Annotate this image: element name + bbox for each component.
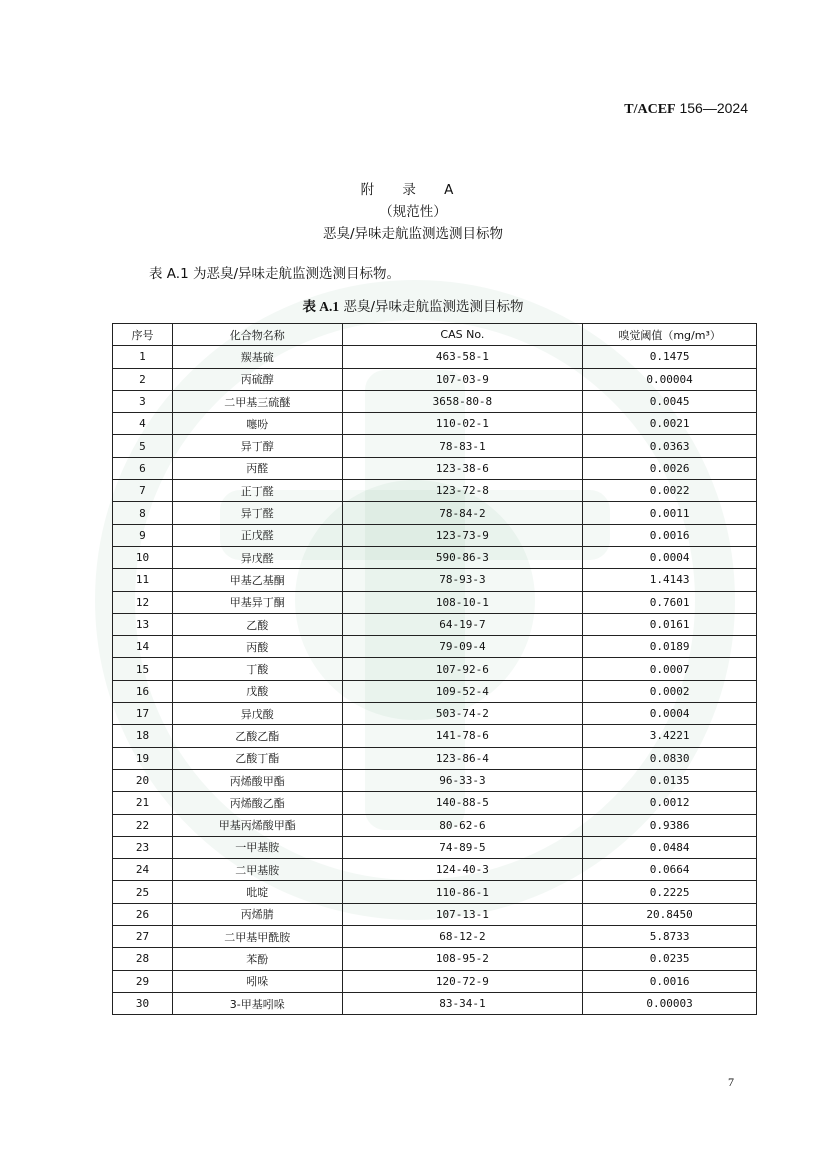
- cell-cas-no: 78-93-3: [342, 569, 583, 591]
- header-cas-no: CAS No.: [342, 324, 583, 346]
- cell-index: 17: [113, 703, 173, 725]
- cell-cas-no: 78-83-1: [342, 435, 583, 457]
- cell-cas-no: 107-03-9: [342, 368, 583, 390]
- cell-cas-no: 120-72-9: [342, 970, 583, 992]
- cell-cas-no: 107-92-6: [342, 658, 583, 680]
- cell-compound-name: 甲基乙基酮: [172, 569, 342, 591]
- annex-title: 附 录 A: [360, 182, 466, 198]
- cell-compound-name: 异戊醛: [172, 546, 342, 568]
- cell-cas-no: 78-84-2: [342, 502, 583, 524]
- cell-odor-threshold: 0.00003: [583, 992, 757, 1014]
- table-caption-text: 恶臭/异味走航监测选测目标物: [343, 299, 524, 315]
- table-row: [113, 948, 757, 970]
- header-odor-threshold: 嗅觉阈值（mg/m³）: [583, 324, 757, 346]
- cell-index: 27: [113, 926, 173, 948]
- cell-odor-threshold: 0.0016: [583, 970, 757, 992]
- cell-cas-no: 463-58-1: [342, 346, 583, 368]
- cell-index: 29: [113, 970, 173, 992]
- cell-cas-no: 123-38-6: [342, 457, 583, 479]
- table-row: [113, 413, 757, 435]
- document-code-number: 156—2024: [679, 100, 748, 116]
- cell-cas-no: 79-09-4: [342, 636, 583, 658]
- cell-compound-name: 丙酸: [172, 636, 342, 658]
- cell-compound-name: 正丁醛: [172, 480, 342, 502]
- page-number: 7: [728, 1075, 734, 1089]
- table-row: [113, 569, 757, 591]
- table-caption-number: 表 A.1: [302, 299, 340, 314]
- cell-index: 2: [113, 368, 173, 390]
- cell-cas-no: 110-86-1: [342, 881, 583, 903]
- cell-odor-threshold: 0.9386: [583, 814, 757, 836]
- cell-index: 8: [113, 502, 173, 524]
- cell-cas-no: 80-62-6: [342, 814, 583, 836]
- table-row: [113, 457, 757, 479]
- cell-index: 30: [113, 992, 173, 1014]
- header-index: 序号: [113, 324, 173, 346]
- cell-compound-name: 3-甲基吲哚: [172, 992, 342, 1014]
- cell-cas-no: 140-88-5: [342, 792, 583, 814]
- cell-compound-name: 丙烯腈: [172, 903, 342, 925]
- table-row: [113, 546, 757, 568]
- cell-cas-no: 123-86-4: [342, 747, 583, 769]
- cell-odor-threshold: 0.0002: [583, 680, 757, 702]
- cell-index: 13: [113, 613, 173, 635]
- document-code: [624, 100, 748, 118]
- cell-index: 7: [113, 480, 173, 502]
- table-row: [113, 636, 757, 658]
- cell-compound-name: 二甲基甲酰胺: [172, 926, 342, 948]
- table-row: [113, 368, 757, 390]
- table-caption: [0, 295, 826, 315]
- cell-cas-no: 124-40-3: [342, 859, 583, 881]
- table-row: [113, 881, 757, 903]
- cell-cas-no: 109-52-4: [342, 680, 583, 702]
- cell-index: 26: [113, 903, 173, 925]
- cell-odor-threshold: 0.7601: [583, 591, 757, 613]
- cell-compound-name: 异丁醇: [172, 435, 342, 457]
- cell-index: 24: [113, 859, 173, 881]
- cell-index: 19: [113, 747, 173, 769]
- cell-compound-name: 异丁醛: [172, 502, 342, 524]
- table-row: [113, 680, 757, 702]
- cell-cas-no: 590-86-3: [342, 546, 583, 568]
- cell-cas-no: 108-95-2: [342, 948, 583, 970]
- cell-index: 28: [113, 948, 173, 970]
- intro-paragraph: 表 A.1 为恶臭/异味走航监测选测目标物。: [149, 266, 401, 282]
- cell-cas-no: 96-33-3: [342, 769, 583, 791]
- cell-index: 12: [113, 591, 173, 613]
- cell-index: 23: [113, 836, 173, 858]
- table-row: [113, 859, 757, 881]
- cell-index: 14: [113, 636, 173, 658]
- cell-cas-no: 503-74-2: [342, 703, 583, 725]
- annex-nature: （规范性）: [379, 204, 447, 220]
- cell-odor-threshold: 0.0007: [583, 658, 757, 680]
- cell-index: 3: [113, 390, 173, 412]
- cell-index: 18: [113, 725, 173, 747]
- cell-compound-name: 戊酸: [172, 680, 342, 702]
- cell-compound-name: 丙烯酸甲酯: [172, 769, 342, 791]
- cell-odor-threshold: 0.0011: [583, 502, 757, 524]
- table-row: [113, 658, 757, 680]
- cell-compound-name: 苯酚: [172, 948, 342, 970]
- cell-compound-name: 吡啶: [172, 881, 342, 903]
- cell-odor-threshold: 0.0664: [583, 859, 757, 881]
- table-row: [113, 725, 757, 747]
- cell-odor-threshold: 0.0363: [583, 435, 757, 457]
- annex-name: 恶臭/异味走航监测选测目标物: [322, 226, 504, 242]
- cell-compound-name: 丙硫醇: [172, 368, 342, 390]
- table-row: [113, 502, 757, 524]
- cell-compound-name: 丁酸: [172, 658, 342, 680]
- cell-cas-no: 123-73-9: [342, 524, 583, 546]
- table-row: [113, 703, 757, 725]
- cell-compound-name: 正戊醛: [172, 524, 342, 546]
- table-row: [113, 792, 757, 814]
- cell-compound-name: 乙酸丁酯: [172, 747, 342, 769]
- cell-odor-threshold: 0.0235: [583, 948, 757, 970]
- table-header-row: [113, 324, 757, 346]
- cell-cas-no: 83-34-1: [342, 992, 583, 1014]
- cell-index: 10: [113, 546, 173, 568]
- table-row: [113, 970, 757, 992]
- cell-compound-name: 一甲基胺: [172, 836, 342, 858]
- table-row: [113, 346, 757, 368]
- cell-odor-threshold: 0.00004: [583, 368, 757, 390]
- cell-cas-no: 74-89-5: [342, 836, 583, 858]
- cell-compound-name: 噻吩: [172, 413, 342, 435]
- target-compounds-table: [112, 323, 757, 1015]
- cell-odor-threshold: 0.0045: [583, 390, 757, 412]
- cell-odor-threshold: 3.4221: [583, 725, 757, 747]
- table-row: [113, 992, 757, 1014]
- cell-index: 4: [113, 413, 173, 435]
- cell-odor-threshold: 0.0022: [583, 480, 757, 502]
- cell-index: 20: [113, 769, 173, 791]
- cell-odor-threshold: 5.8733: [583, 926, 757, 948]
- cell-index: 16: [113, 680, 173, 702]
- cell-compound-name: 乙酸: [172, 613, 342, 635]
- cell-cas-no: 141-78-6: [342, 725, 583, 747]
- cell-compound-name: 丙烯酸乙酯: [172, 792, 342, 814]
- cell-odor-threshold: 0.0016: [583, 524, 757, 546]
- cell-odor-threshold: 0.0012: [583, 792, 757, 814]
- cell-cas-no: 64-19-7: [342, 613, 583, 635]
- cell-cas-no: 3658-80-8: [342, 390, 583, 412]
- cell-cas-no: 110-02-1: [342, 413, 583, 435]
- document-code-prefix: T/ACEF: [624, 102, 676, 117]
- cell-cas-no: 123-72-8: [342, 480, 583, 502]
- cell-index: 22: [113, 814, 173, 836]
- header-compound-name: 化合物名称: [172, 324, 342, 346]
- cell-cas-no: 108-10-1: [342, 591, 583, 613]
- cell-index: 11: [113, 569, 173, 591]
- table-row: [113, 903, 757, 925]
- table-row: [113, 435, 757, 457]
- cell-compound-name: 乙酸乙酯: [172, 725, 342, 747]
- cell-odor-threshold: 0.0161: [583, 613, 757, 635]
- cell-compound-name: 吲哚: [172, 970, 342, 992]
- table-row: [113, 747, 757, 769]
- cell-index: 15: [113, 658, 173, 680]
- cell-compound-name: 二甲基三硫醚: [172, 390, 342, 412]
- cell-index: 1: [113, 346, 173, 368]
- cell-odor-threshold: 0.0004: [583, 703, 757, 725]
- cell-odor-threshold: 0.0135: [583, 769, 757, 791]
- table-row: [113, 769, 757, 791]
- table-row: [113, 480, 757, 502]
- table-row: [113, 836, 757, 858]
- cell-cas-no: 107-13-1: [342, 903, 583, 925]
- cell-odor-threshold: 20.8450: [583, 903, 757, 925]
- table-row: [113, 524, 757, 546]
- cell-cas-no: 68-12-2: [342, 926, 583, 948]
- table-row: [113, 390, 757, 412]
- cell-compound-name: 丙醛: [172, 457, 342, 479]
- cell-odor-threshold: 1.4143: [583, 569, 757, 591]
- cell-compound-name: 异戊酸: [172, 703, 342, 725]
- table-row: [113, 591, 757, 613]
- cell-odor-threshold: 0.0830: [583, 747, 757, 769]
- cell-index: 21: [113, 792, 173, 814]
- cell-odor-threshold: 0.0021: [583, 413, 757, 435]
- cell-index: 6: [113, 457, 173, 479]
- cell-odor-threshold: 0.2225: [583, 881, 757, 903]
- cell-index: 9: [113, 524, 173, 546]
- table-row: [113, 926, 757, 948]
- cell-compound-name: 甲基丙烯酸甲酯: [172, 814, 342, 836]
- cell-compound-name: 羰基硫: [172, 346, 342, 368]
- cell-odor-threshold: 0.0484: [583, 836, 757, 858]
- cell-odor-threshold: 0.0189: [583, 636, 757, 658]
- table-row: [113, 814, 757, 836]
- table-row: [113, 613, 757, 635]
- cell-compound-name: 甲基异丁酮: [172, 591, 342, 613]
- cell-compound-name: 二甲基胺: [172, 859, 342, 881]
- cell-odor-threshold: 0.0026: [583, 457, 757, 479]
- cell-index: 5: [113, 435, 173, 457]
- cell-index: 25: [113, 881, 173, 903]
- cell-odor-threshold: 0.0004: [583, 546, 757, 568]
- cell-odor-threshold: 0.1475: [583, 346, 757, 368]
